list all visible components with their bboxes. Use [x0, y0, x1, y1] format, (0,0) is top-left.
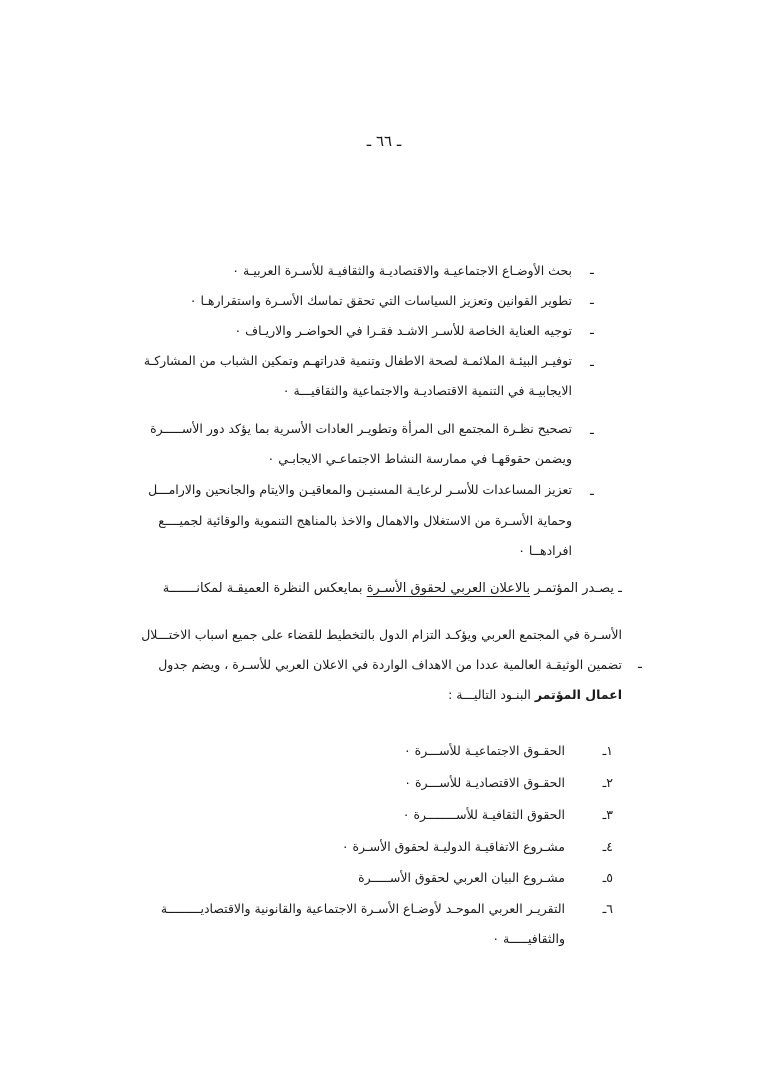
paragraph-1-line-2: الأسـرة في المجتمع العربي ويؤكـد التزام الدول بالتخطيط للقضاء على جميع اسباب الاختـــلال [141, 627, 622, 642]
item-6-number: ٦ـ [602, 901, 613, 916]
paragraph-2-line-2 [448, 686, 622, 704]
item-6-line-1: التقريـر العربي الموحـد لأوضـاع الأسـرة الاجتماعية والقانونية والاقتصاديـــــــــة [160, 901, 565, 916]
paragraph-1-lead: ـ يصـدر المؤتمـر [530, 581, 622, 596]
item-4-number: ٤ـ [602, 839, 613, 854]
bullet-4-line-2: الايجابيـة في التنمية الاقتصاديـة والاجتماعية والثقافيـــة ٠ [282, 383, 572, 398]
bullet-2-line-1: تطوير القوانين وتعزيز السياسات التي تحقق تماسك الأسـرة واستقرارهـا ٠ [189, 293, 572, 308]
bullet-6-line-2: وحماية الأسـرة من الاستغلال والاهمال والاخذ بالمناهج التنموية والوقائية لجميــــع [158, 513, 572, 528]
bullet-5-line-1: تصحيح نظـرة المجتمع الى المرأة وتطويـر العادات الأسرية بما يؤكد دور الأســـــرة [150, 421, 572, 436]
page-number: ـ ٦٦ ـ [366, 132, 402, 150]
paragraph-2-line-1: تضمين الوثيقـة العالمية عددا من الاهداف الواردة في الاعلان العربي للأسـرة ، ويضم جدول [158, 657, 622, 672]
bullet-dash: ـ [590, 484, 594, 499]
paragraph-1-tail: بمايعكس النظرة العميقـة لمكانـــــــة [162, 581, 367, 596]
item-5-number: ٥ـ [602, 870, 613, 885]
agenda-label: اعمال المؤتمر [534, 687, 622, 702]
bullet-5-line-2: ويضمن حقوقهـا في ممارسة النشاط الاجتماعـي الايجابـي ٠ [267, 451, 572, 466]
bullet-6-line-1: تعزيز المساعدات للأسـر لرعايـة المسنيـن والمعاقيـن والايتام والجانحين والارامـــل [148, 482, 572, 497]
bullet-dash: ـ [590, 263, 594, 278]
bullet-dash: ـ [590, 323, 594, 338]
paragraph-2-dash: ـ [638, 657, 642, 672]
paragraph-1-line-1 [163, 580, 622, 598]
item-4-text: مشـروع الاتفاقيـة الدوليـة لحقوق الأسـرة ٠ [341, 839, 565, 854]
bullet-dash: ـ [590, 423, 594, 438]
agenda-intro: البنـود التاليـــة : [448, 687, 535, 702]
bullet-3-line-1: توجيه العناية الخاصة للأسـر الاشـد فقـرا في الحواضـر والاريـاف ٠ [234, 323, 572, 338]
bullet-4-line-1: توفيـر البيئـة الملائمـة لصحة الاطفال وتنمية قدراتهـم وتمكين الشباب من المشاركـة [143, 353, 572, 368]
item-2-text: الحقـوق الاقتصاديـة للأســـرة ٠ [404, 775, 565, 790]
item-5-text: مشـروع البيان العربي لحقوق الأســـــرة [358, 870, 565, 885]
item-2-number: ٢ـ [602, 775, 613, 790]
item-3-number: ٣ـ [602, 807, 613, 822]
declaration-title: بالاعلان العربي لحقوق الأسـرة [366, 581, 531, 596]
bullet-1-line-1: بحث الأوضـاع الاجتماعيـة والاقتصاديـة والثقافيـة للأسـرة العربيـة ٠ [232, 263, 572, 278]
item-3-text: الحقوق الثقافيـة للأســــــــرة ٠ [402, 807, 565, 822]
bullet-dash: ـ [590, 293, 594, 308]
bullet-dash: ـ [590, 355, 594, 370]
item-1-number: ١ـ [602, 743, 613, 758]
item-1-text: الحقـوق الاجتماعيـة للأســـرة ٠ [403, 743, 565, 758]
item-6-line-2: والثقافيـــــة ٠ [492, 931, 565, 946]
bullet-6-line-3: افرادهــا ٠ [518, 543, 572, 558]
